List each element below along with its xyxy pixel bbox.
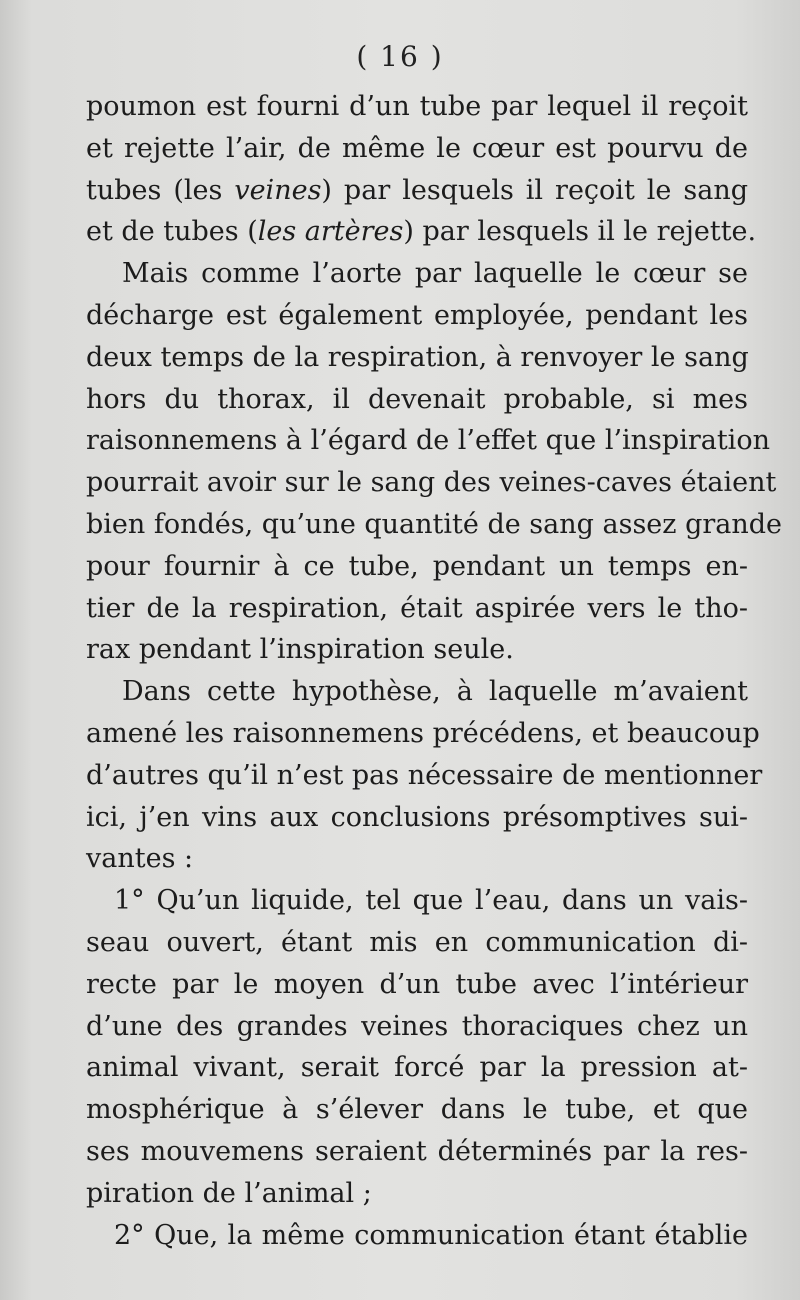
text-line: mosphérique à s’élever dans le tube, et que bbox=[86, 1094, 748, 1126]
paragraph-start-line: Mais comme l’aorte par laquelle le cœur se bbox=[122, 258, 748, 290]
text-run: tubes (les bbox=[86, 174, 235, 206]
text-line: décharge est également employée, pendant les bbox=[86, 299, 748, 331]
text-line: pour fournir à ce tube, pendant un temps en- bbox=[86, 550, 748, 582]
text-line: d’autres qu’il n’est pas nécessaire de mentionner bbox=[86, 759, 763, 791]
text-line bbox=[86, 170, 748, 212]
text-line: vantes : bbox=[86, 843, 194, 875]
text-line: poumon est fourni d’un tube par lequel il reçoit bbox=[86, 91, 748, 122]
text-line: d’une des grandes veines thoraciques chez un bbox=[86, 1010, 748, 1042]
text-line: hors du thorax, il devenait probable, si mes bbox=[86, 383, 748, 415]
text-line: deux temps de la respiration, à renvoyer le sang bbox=[86, 341, 749, 373]
text-line: amené les raisonnemens précédens, et beaucoup bbox=[86, 717, 760, 749]
paragraph-start-line: Dans cette hypothèse, à laquelle m’avaient bbox=[122, 676, 748, 708]
text-line: pourrait avoir sur le sang des veines-caves étaient bbox=[86, 467, 777, 499]
text-line: ses mouvemens seraient déterminés par la res- bbox=[86, 1135, 748, 1167]
italic-term-arteres: les artères bbox=[257, 216, 404, 248]
page-number: ( 16 ) bbox=[356, 40, 444, 73]
text-line: animal vivant, serait forcé par la pression at- bbox=[86, 1052, 748, 1084]
text-run: ) par lesquels il le rejette. bbox=[403, 216, 757, 248]
text-line: seau ouvert, étant mis en communication di- bbox=[86, 926, 748, 958]
text-line bbox=[86, 211, 757, 253]
body-text bbox=[86, 86, 783, 1256]
text-line: rax pendant l’inspiration seule. bbox=[86, 634, 514, 666]
text-run: et de tubes ( bbox=[86, 216, 258, 248]
text-line: raisonnemens à l’égard de l’effet que l’inspiration bbox=[86, 425, 770, 457]
list-item-line: 2° Que, la même communication étant établie bbox=[114, 1219, 748, 1251]
text-line: recte par le moyen d’un tube avec l’intérieur bbox=[86, 968, 748, 1000]
text-line: piration de l’animal ; bbox=[86, 1177, 372, 1209]
text-run: ) par lesquels il reçoit le sang bbox=[321, 174, 748, 206]
text-line: tier de la respiration, était aspirée vers le tho- bbox=[86, 592, 748, 624]
text-line: et rejette l’air, de même le cœur est pourvu de bbox=[86, 132, 748, 164]
text-line: bien fondés, qu’une quantité de sang assez grande bbox=[86, 508, 783, 540]
list-item-line: 1° Qu’un liquide, tel que l’eau, dans un vais- bbox=[114, 885, 748, 917]
text-line: ici, j’en vins aux conclusions présomptives sui- bbox=[86, 801, 748, 833]
italic-term-veines: veines bbox=[234, 174, 322, 206]
